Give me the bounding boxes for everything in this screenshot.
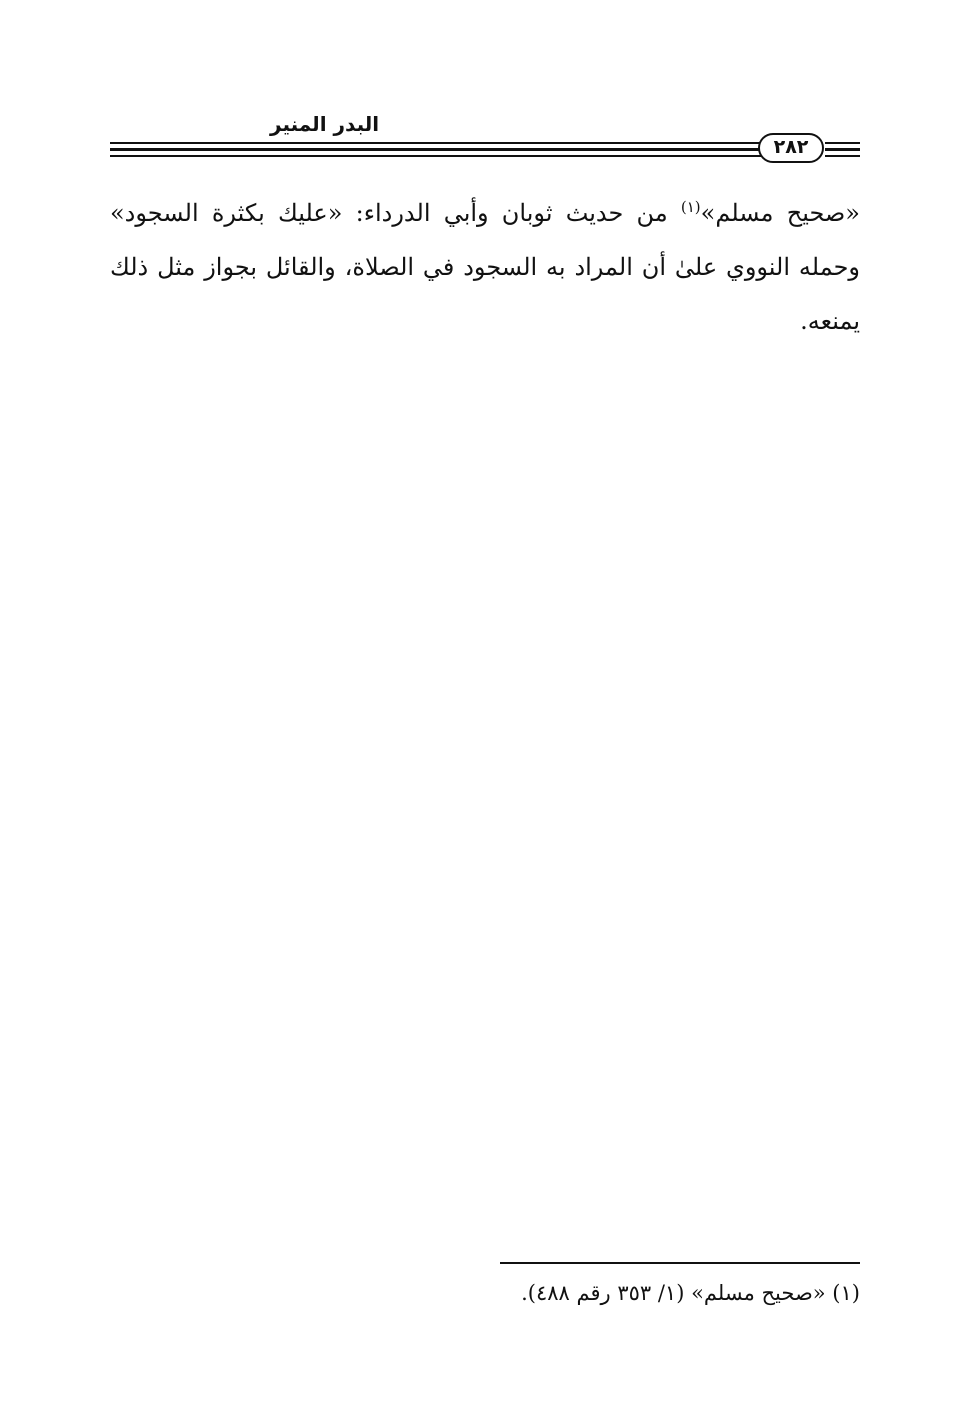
paragraph-rest: من حديث ثوبان وأبي الدرداء: «عليك بكثرة السجود» وحمله النووي علىٰ أن المراد به السجود في الصلاة، والقائل بجواز مثل ذلك يمنعه. (110, 199, 860, 335)
footnote-separator (500, 1262, 860, 1264)
main-text (110, 186, 860, 348)
footnote-item: (١) «صحيح مسلم» (١/ ٣٥٣ رقم ٤٨٨). (521, 1281, 860, 1305)
book-title: البدر المنير (270, 112, 380, 136)
header-rule (825, 155, 860, 157)
header-rule (110, 155, 762, 157)
header-rule (110, 148, 762, 151)
header-rule (825, 148, 860, 151)
footnote-reference[interactable]: (١) (680, 198, 701, 216)
header-rule (110, 142, 762, 144)
body-paragraph (110, 186, 860, 348)
footnotes (300, 1278, 860, 1308)
header-rule (825, 142, 860, 144)
paragraph-start: «صحيح مسلم» (700, 199, 860, 227)
page-header (110, 112, 860, 162)
page-number: ٢٨٢ (758, 133, 824, 163)
